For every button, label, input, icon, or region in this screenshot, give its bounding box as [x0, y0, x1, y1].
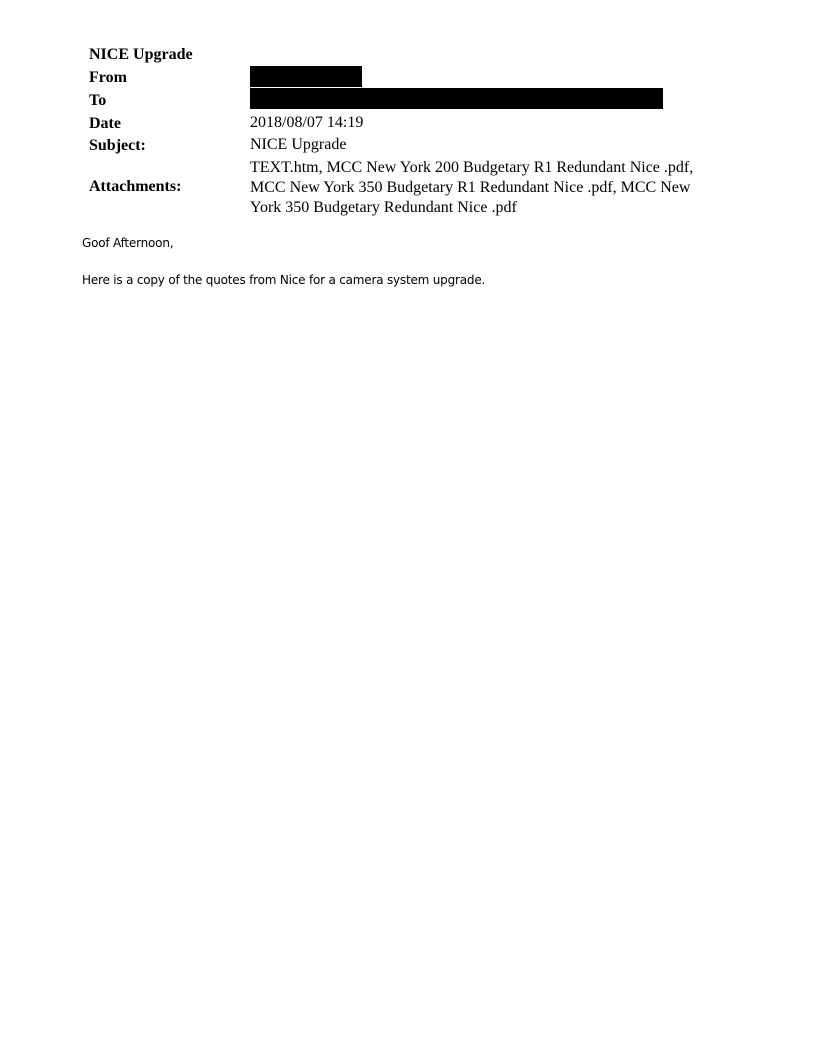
attachments-line: TEXT.htm, MCC New York 200 Budgetary R1 Redundant Nice .pdf, [250, 159, 694, 176]
to-label: To [89, 92, 107, 109]
subject-label: Subject: [89, 137, 146, 154]
date-value: 2018/08/07 14:19 [250, 114, 364, 131]
email-message: Here is a copy of the quotes from Nice for a camera system upgrade. [82, 273, 486, 287]
email-greeting: Goof Afternoon, [82, 236, 174, 250]
from-label: From [89, 69, 127, 86]
subject-value: NICE Upgrade [250, 136, 347, 153]
date-label: Date [89, 115, 121, 132]
to-redaction [250, 88, 663, 109]
attachments-value [250, 158, 720, 218]
email-title: NICE Upgrade [89, 46, 193, 63]
from-redaction [250, 66, 362, 87]
attachments-line: MCC New York 350 Budgetary R1 Redundant Nice .pdf, MCC New [250, 179, 691, 196]
attachments-line: York 350 Budgetary Redundant Nice .pdf [250, 199, 517, 216]
attachments-label: Attachments: [89, 178, 182, 195]
